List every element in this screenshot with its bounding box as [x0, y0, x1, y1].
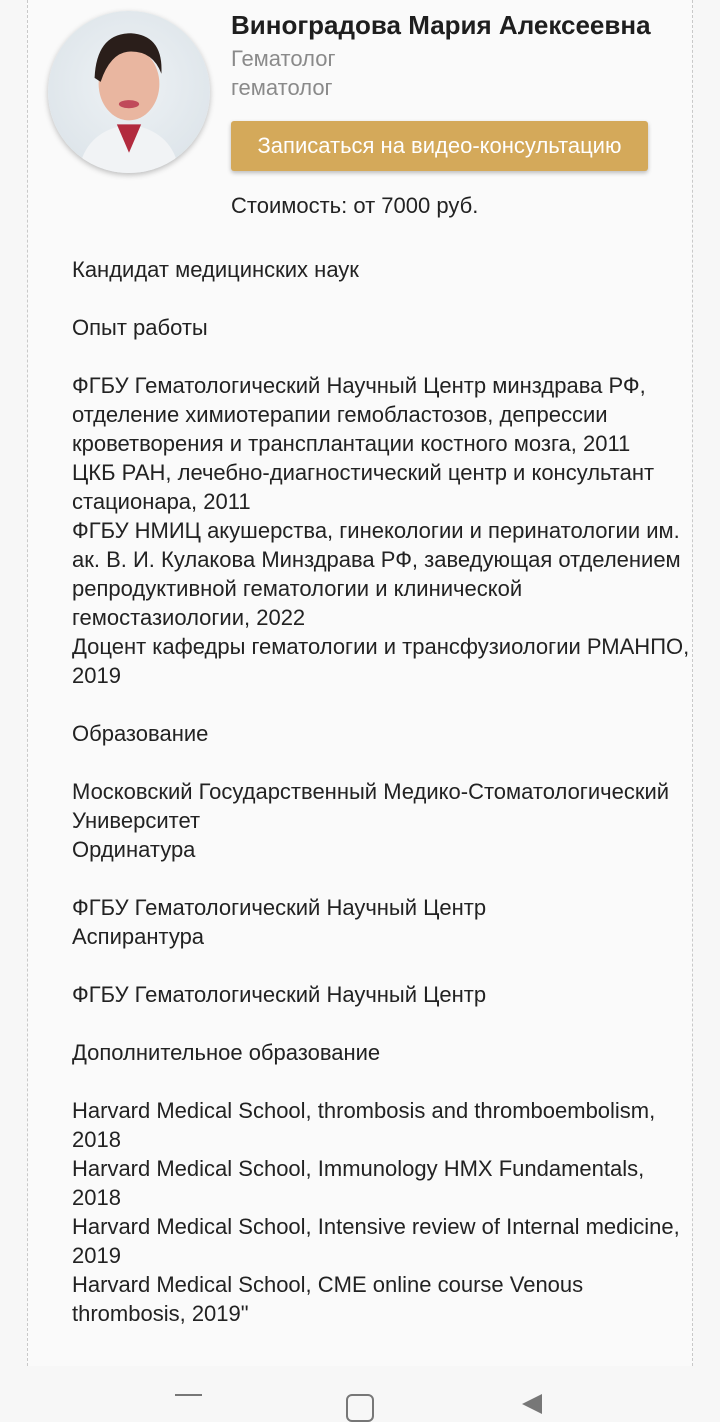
bio-heading-additional-education: Дополнительное образование — [72, 1040, 381, 1065]
bio-line: Harvard Medical School, Immunology HMX Fundamentals, 2018 — [72, 1156, 645, 1210]
bio-heading-education: Образование — [72, 721, 209, 746]
home-icon[interactable] — [346, 1394, 374, 1422]
bio-line: Кандидат медицинских наук — [72, 257, 359, 282]
doctor-bio — [72, 255, 692, 1328]
bio-line: Доцент кафедры гематологии и трансфузиологии РМАНПО, 2019 — [72, 634, 690, 688]
bio-line: Harvard Medical School, CME online course Venous thrombosis, 2019" — [72, 1272, 584, 1326]
bio-heading-experience: Опыт работы — [72, 315, 208, 340]
book-video-consultation-button[interactable]: Записаться на видео-консультацию — [231, 121, 648, 171]
system-nav-bar — [0, 1366, 720, 1407]
bio-line: ЦКБ РАН, лечебно-диагностический центр и консультант стационара, 2011 — [72, 460, 655, 514]
bio-line: Harvard Medical School, Intensive review of Internal medicine, 2019 — [72, 1214, 680, 1268]
bio-line: Ординатура — [72, 837, 196, 862]
bio-line: Harvard Medical School, thrombosis and thromboembolism, 2018 — [72, 1098, 656, 1152]
doctor-name: Виноградова Мария Алексеевна — [231, 10, 651, 40]
consultation-price: Стоимость: от 7000 руб. — [231, 193, 479, 218]
bio-line: ФГБУ Гематологический Научный Центр минздрава РФ, отделение химиотерапии гемобластозов, депрессии кроветворения и трансплантации костного мозга, 2011 — [72, 373, 646, 456]
bio-line: ФГБУ Гематологический Научный Центр — [72, 895, 487, 920]
doctor-specialty: Гематолог — [231, 46, 336, 71]
doctor-photo-icon — [48, 11, 210, 173]
bio-line: Аспирантура — [72, 924, 205, 949]
bio-line: ФГБУ НМИЦ акушерства, гинекологии и перинатологии им. ак. В. И. Кулакова Минздрава РФ, заведующая отделением репродуктивной гематологии и клинической гемостазиологии, 2022 — [72, 518, 681, 630]
doctor-specialty-secondary: гематолог — [231, 75, 333, 100]
doctor-avatar — [48, 11, 210, 173]
bio-line: ФГБУ Гематологический Научный Центр — [72, 982, 487, 1007]
bio-line: Московский Государственный Медико-Стоматологический Университет — [72, 779, 670, 833]
back-icon[interactable] — [522, 1394, 542, 1414]
menu-icon[interactable] — [175, 1394, 202, 1410]
